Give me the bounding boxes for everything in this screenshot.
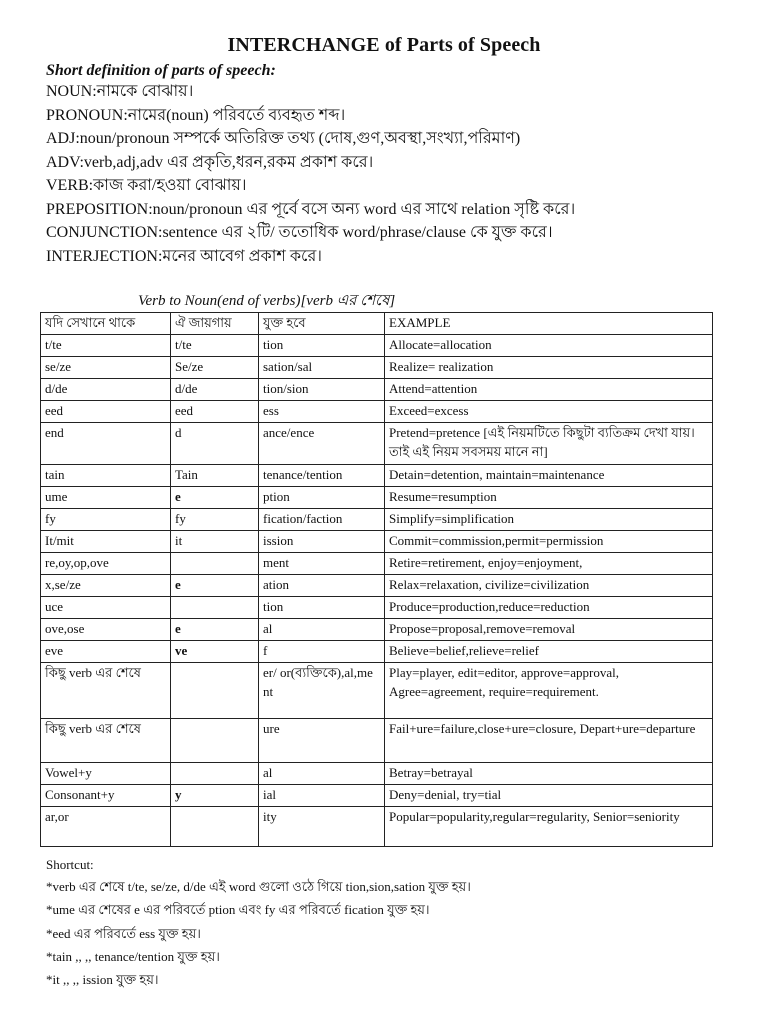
cell-example: Pretend=pretence [এই নিয়মটিতে কিছুটা ব্যতিক্রম দেখা যায়। তাই এই নিয়ম সবসময় মানে না]	[385, 423, 713, 465]
cell-suffix: ess	[259, 401, 385, 423]
cell-replace	[171, 807, 259, 847]
cell-example: Popular=popularity,regular=regularity, Senior=seniority	[385, 807, 713, 847]
header-example: EXAMPLE	[385, 313, 713, 335]
table-row	[41, 509, 713, 531]
definition-verb: VERB:কাজ করা/হওয়া বোঝায়।	[46, 177, 247, 194]
cell-ending: Vowel+y	[41, 763, 171, 785]
cell-ending: Consonant+y	[41, 785, 171, 807]
table-row	[41, 763, 713, 785]
cell-ending: re,oy,op,ove	[41, 553, 171, 575]
cell-ending: ar,or	[41, 807, 171, 847]
shortcut-item: *it ,, ,, ission যুক্ত হয়।	[46, 972, 159, 988]
header-if-present: যদি সেখানে থাকে	[41, 313, 171, 335]
cell-replace: d/de	[171, 379, 259, 401]
table-body	[41, 313, 713, 847]
cell-replace: eed	[171, 401, 259, 423]
cell-ending: ume	[41, 487, 171, 509]
cell-example: Produce=production,reduce=reduction	[385, 597, 713, 619]
cell-replace	[171, 553, 259, 575]
cell-ending: fy	[41, 509, 171, 531]
cell-example: Realize= realization	[385, 357, 713, 379]
table-row	[41, 597, 713, 619]
header-in-that-place: ঐ জায়গায়	[171, 313, 259, 335]
cell-example: Commit=commission,permit=permission	[385, 531, 713, 553]
cell-suffix: tion	[259, 597, 385, 619]
table-row	[41, 785, 713, 807]
cell-replace	[171, 763, 259, 785]
shortcut-item: *ume এর শেষের e এর পরিবর্তে ption এবং fy এর পরিবর্তে fication যুক্ত হয়।	[46, 902, 430, 918]
table-row	[41, 619, 713, 641]
cell-suffix: ure	[259, 719, 385, 763]
shortcut-notes	[46, 855, 471, 991]
page-title: INTERCHANGE of Parts of Speech	[227, 34, 541, 56]
cell-replace: e	[171, 575, 259, 597]
header-will-add: যুক্ত হবে	[259, 313, 385, 335]
cell-replace: Se/ze	[171, 357, 259, 379]
definition-pronoun: PRONOUN:নামের(noun) পরিবর্তে ব্যবহৃত শব্দ।	[46, 106, 346, 124]
cell-suffix: ment	[259, 553, 385, 575]
definition-preposition: PREPOSITION:noun/pronoun এর পূর্বে বসে অন্য word এর সাথে relation সৃষ্টি করে।	[46, 200, 576, 218]
subtitle: Short definition of parts of speech:	[46, 62, 276, 79]
cell-replace: e	[171, 487, 259, 509]
table-row	[41, 641, 713, 663]
cell-suffix: sation/sal	[259, 357, 385, 379]
shortcut-item: *tain ,, ,, tenance/tention যুক্ত হয়।	[46, 948, 220, 964]
cell-replace: ve	[171, 641, 259, 663]
cell-replace	[171, 597, 259, 619]
definition-noun: NOUN:নামকে বোঝায়।	[46, 83, 194, 100]
cell-suffix: ial	[259, 785, 385, 807]
cell-replace	[171, 719, 259, 763]
cell-suffix: tion/sion	[259, 379, 385, 401]
cell-example: Relax=relaxation, civilize=civilization	[385, 575, 713, 597]
table-row	[41, 357, 713, 379]
cell-replace: d	[171, 423, 259, 465]
cell-ending: ove,ose	[41, 619, 171, 641]
cell-ending: eed	[41, 401, 171, 423]
table-row	[41, 465, 713, 487]
cell-suffix: ption	[259, 487, 385, 509]
shortcut-heading: Shortcut:	[46, 857, 94, 872]
cell-ending: কিছু verb এর শেষে	[41, 663, 171, 719]
cell-suffix: f	[259, 641, 385, 663]
cell-suffix: er/ or(ব্যক্তিকে),al,me nt	[259, 663, 385, 719]
cell-suffix: fication/faction	[259, 509, 385, 531]
cell-suffix: ission	[259, 531, 385, 553]
cell-replace: it	[171, 531, 259, 553]
cell-ending: d/de	[41, 379, 171, 401]
cell-suffix: ity	[259, 807, 385, 847]
cell-ending: end	[41, 423, 171, 465]
cell-example: Resume=resumption	[385, 487, 713, 509]
cell-suffix: ance/ence	[259, 423, 385, 465]
table-row	[41, 379, 713, 401]
cell-replace: t/te	[171, 335, 259, 357]
table-row	[41, 487, 713, 509]
cell-ending: uce	[41, 597, 171, 619]
cell-example: Attend=attention	[385, 379, 713, 401]
definition-adjective: ADJ:noun/pronoun সম্পর্কে অতিরিক্ত তথ্য (দোষ,গুণ,অবস্থা,সংখ্যা,পরিমাণ)	[46, 130, 521, 147]
cell-suffix: al	[259, 619, 385, 641]
cell-ending: x,se/ze	[41, 575, 171, 597]
cell-example: Detain=detention, maintain=maintenance	[385, 465, 713, 487]
cell-suffix: tion	[259, 335, 385, 357]
cell-example: Exceed=excess	[385, 401, 713, 423]
definitions-list	[46, 80, 575, 268]
cell-example: Allocate=allocation	[385, 335, 713, 357]
cell-ending: tain	[41, 465, 171, 487]
cell-example: Play=player, edit=editor, approve=approval, Agree=agreement, require=requirement.	[385, 663, 713, 719]
table-row	[41, 553, 713, 575]
cell-replace: y	[171, 785, 259, 807]
cell-ending: It/mit	[41, 531, 171, 553]
definition-interjection: INTERJECTION:মনের আবেগ প্রকাশ করে।	[46, 247, 322, 265]
cell-example: Fail+ure=failure,close+ure=closure, Depart+ure=departure	[385, 719, 713, 763]
definition-conjunction: CONJUNCTION:sentence এর ২টি/ ততোধিক word/phrase/clause কে যুক্ত করে।	[46, 224, 553, 241]
table-caption: Verb to Noun(end of verbs)[verb এর শেষে]	[138, 293, 396, 309]
cell-replace	[171, 663, 259, 719]
cell-example: Retire=retirement, enjoy=enjoyment,	[385, 553, 713, 575]
cell-example: Betray=betrayal	[385, 763, 713, 785]
cell-example: Propose=proposal,remove=removal	[385, 619, 713, 641]
cell-replace: Tain	[171, 465, 259, 487]
table-row	[41, 575, 713, 597]
cell-replace: fy	[171, 509, 259, 531]
cell-example: Deny=denial, try=tial	[385, 785, 713, 807]
cell-example: Simplify=simplification	[385, 509, 713, 531]
cell-ending: t/te	[41, 335, 171, 357]
table-header-row	[41, 313, 713, 335]
table-row	[41, 663, 713, 719]
table-row	[41, 807, 713, 847]
cell-ending: se/ze	[41, 357, 171, 379]
cell-replace: e	[171, 619, 259, 641]
shortcut-item: *eed এর পরিবর্তে ess যুক্ত হয়।	[46, 925, 201, 941]
table-row	[41, 531, 713, 553]
definition-adverb: ADV:verb,adj,adv এর প্রকৃতি,ধরন,রকম প্রকাশ করে।	[46, 153, 374, 171]
cell-suffix: al	[259, 763, 385, 785]
table-row	[41, 401, 713, 423]
cell-suffix: tenance/tention	[259, 465, 385, 487]
table-row	[41, 335, 713, 357]
table-row	[41, 423, 713, 465]
cell-example: Believe=belief,relieve=relief	[385, 641, 713, 663]
cell-ending: eve	[41, 641, 171, 663]
table-row	[41, 719, 713, 763]
shortcut-item: *verb এর শেষে t/te, se/ze, d/de এই word গুলো ওঠে গিয়ে tion,sion,sation যুক্ত হয়।	[46, 879, 471, 894]
cell-suffix: ation	[259, 575, 385, 597]
cell-ending: কিছু verb এর শেষে	[41, 719, 171, 763]
verb-to-noun-table	[40, 312, 713, 847]
